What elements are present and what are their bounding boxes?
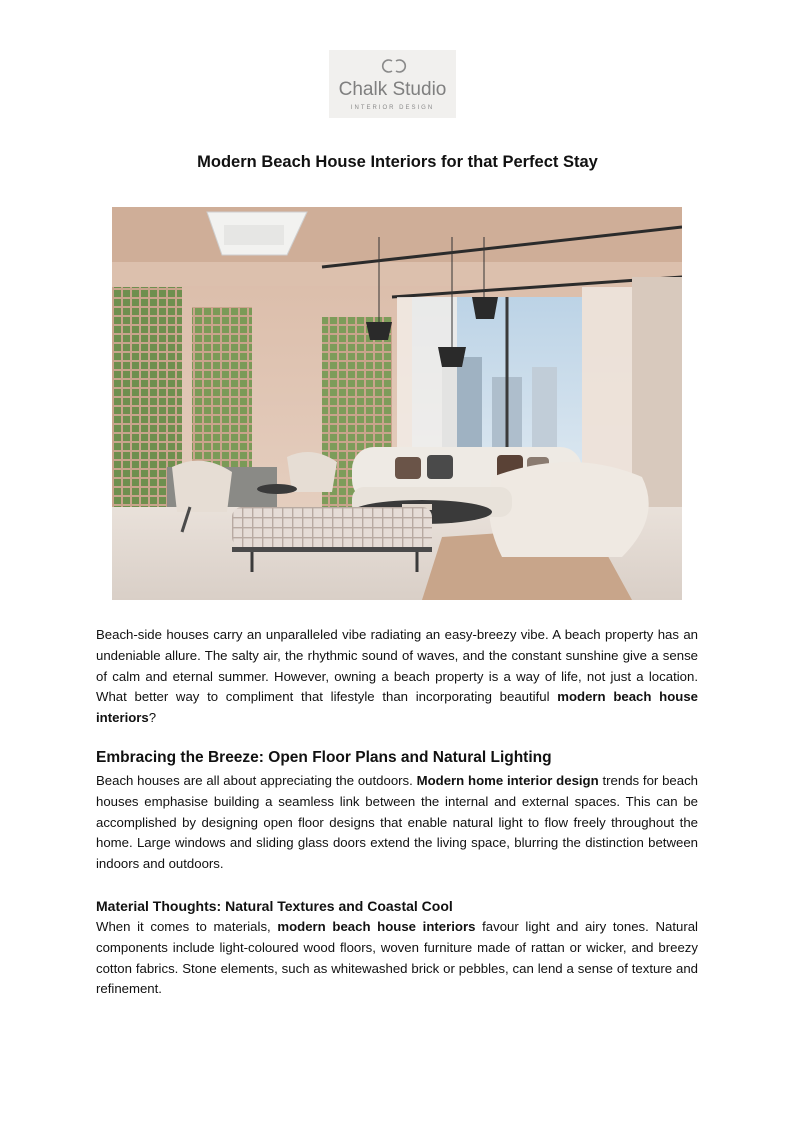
logo-tagline: INTERIOR DESIGN	[350, 105, 435, 111]
logo-mark-icon	[379, 56, 407, 76]
intro-text-end: ?	[148, 710, 157, 726]
company-logo	[329, 50, 456, 118]
intro-text: Beach-side houses carry an unparalleled vibe radiating an easy-breezy vibe. A beach property has an undeniable allure. The salty air, the rhythmic sound of waves, and the constant sunshine give a sense of calm and eternal summer. However, owning a beach property is a way of life, not just a location. What better way to compliment that lifestyle than incorporating beautiful	[96, 627, 698, 705]
living-room-illustration	[112, 207, 682, 600]
section-paragraph-breeze	[96, 771, 698, 875]
section1-text: Beach houses are all about appreciating the outdoors.	[96, 773, 417, 788]
section2-bold-term: modern beach house interiors	[277, 919, 476, 934]
section2-text-end: favour light and airy tones. Natural components include light-coloured wood floors, woven furniture made of rattan or wicker, and breezy cotton fabrics. Stone elements, such as whitewashed brick or pebbles, can lend a sense of texture and refinement.	[96, 919, 698, 997]
section-heading-breeze: Embracing the Breeze: Open Floor Plans and Natural Lighting	[96, 749, 552, 766]
intro-bold-term: modern beach house interiors	[96, 689, 698, 726]
logo-brand-text: Chalk Studio	[338, 79, 447, 100]
section1-bold-term: Modern home interior design	[416, 773, 599, 788]
intro-paragraph	[96, 625, 698, 729]
section-paragraph-materials	[96, 917, 698, 1000]
section1-text-end: trends for beach houses emphasise building a seamless link between the internal and external spaces. This can be accomplished by designing open floor designs that enable natural light to flow freely throughout the home. Large windows and sliding glass doors extend the living space, blurring the distinction between indoors and outdoors.	[96, 773, 699, 872]
page-title: Modern Beach House Interiors for that Perfect Stay	[197, 153, 598, 171]
section2-text: When it comes to materials,	[96, 919, 278, 934]
hero-image	[112, 207, 682, 600]
section-heading-materials: Material Thoughts: Natural Textures and Coastal Cool	[96, 898, 453, 914]
